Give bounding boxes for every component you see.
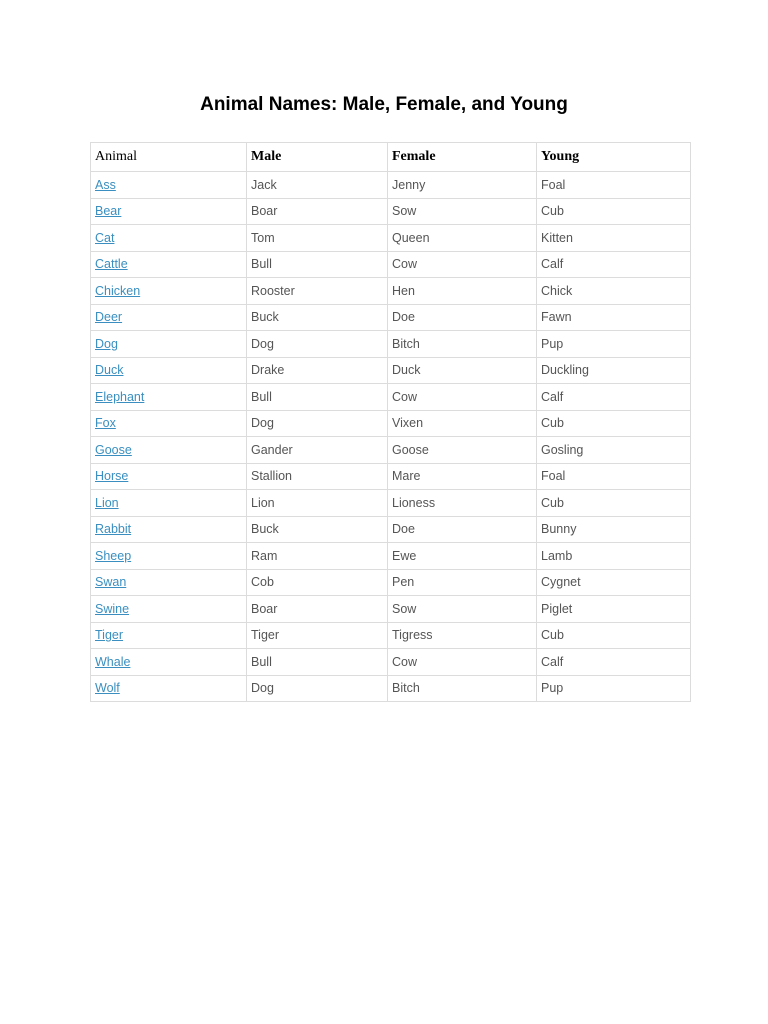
animal-link[interactable]: Rabbit xyxy=(95,522,132,537)
young-cell: Kitten xyxy=(537,225,691,252)
animal-link[interactable]: Cat xyxy=(95,230,115,245)
female-cell: Ewe xyxy=(388,543,537,570)
table-row xyxy=(91,357,691,384)
animal-cell xyxy=(91,463,247,490)
male-cell: Boar xyxy=(247,596,388,623)
table-row xyxy=(91,622,691,649)
animal-cell xyxy=(91,331,247,358)
female-cell: Vixen xyxy=(388,410,537,437)
female-cell: Sow xyxy=(388,198,537,225)
animal-cell xyxy=(91,384,247,411)
female-cell: Lioness xyxy=(388,490,537,517)
male-cell: Ram xyxy=(247,543,388,570)
young-cell: Piglet xyxy=(537,596,691,623)
animal-cell xyxy=(91,278,247,305)
animal-cell xyxy=(91,543,247,570)
female-cell: Goose xyxy=(388,437,537,464)
female-cell: Sow xyxy=(388,596,537,623)
female-cell: Hen xyxy=(388,278,537,305)
animal-link[interactable]: Deer xyxy=(95,310,123,325)
animal-cell xyxy=(91,410,247,437)
animal-cell xyxy=(91,516,247,543)
table-row xyxy=(91,569,691,596)
young-cell: Cygnet xyxy=(537,569,691,596)
female-cell: Tigress xyxy=(388,622,537,649)
female-cell: Bitch xyxy=(388,675,537,702)
animal-link[interactable]: Duck xyxy=(95,363,124,378)
animal-link[interactable]: Swine xyxy=(95,601,130,616)
animal-cell xyxy=(91,304,247,331)
young-cell: Foal xyxy=(537,172,691,199)
female-cell: Pen xyxy=(388,569,537,596)
animal-link[interactable]: Swan xyxy=(95,575,127,590)
young-cell: Foal xyxy=(537,463,691,490)
animal-link[interactable]: Cattle xyxy=(95,257,128,272)
table-row xyxy=(91,437,691,464)
animal-cell xyxy=(91,596,247,623)
female-cell: Doe xyxy=(388,516,537,543)
male-cell: Buck xyxy=(247,304,388,331)
male-cell: Jack xyxy=(247,172,388,199)
animal-cell xyxy=(91,225,247,252)
young-cell: Fawn xyxy=(537,304,691,331)
young-cell: Cub xyxy=(537,622,691,649)
table-row xyxy=(91,675,691,702)
animal-cell xyxy=(91,357,247,384)
young-cell: Calf xyxy=(537,384,691,411)
animal-cell xyxy=(91,675,247,702)
animal-link[interactable]: Whale xyxy=(95,654,131,669)
young-cell: Calf xyxy=(537,251,691,278)
male-cell: Dog xyxy=(247,410,388,437)
male-cell: Dog xyxy=(247,675,388,702)
male-cell: Boar xyxy=(247,198,388,225)
column-header-female: Female xyxy=(388,143,537,172)
female-cell: Duck xyxy=(388,357,537,384)
animal-cell xyxy=(91,569,247,596)
young-cell: Cub xyxy=(537,490,691,517)
table-row xyxy=(91,198,691,225)
table-row xyxy=(91,516,691,543)
animal-link[interactable]: Lion xyxy=(95,495,119,510)
animal-link[interactable]: Fox xyxy=(95,416,116,431)
male-cell: Cob xyxy=(247,569,388,596)
female-cell: Queen xyxy=(388,225,537,252)
table-row xyxy=(91,596,691,623)
animal-link[interactable]: Sheep xyxy=(95,548,132,563)
female-cell: Cow xyxy=(388,649,537,676)
animal-cell xyxy=(91,437,247,464)
young-cell: Chick xyxy=(537,278,691,305)
male-cell: Dog xyxy=(247,331,388,358)
animal-cell xyxy=(91,649,247,676)
column-header-animal: Animal xyxy=(91,143,247,172)
young-cell: Gosling xyxy=(537,437,691,464)
male-cell: Bull xyxy=(247,384,388,411)
animal-cell xyxy=(91,172,247,199)
table-row xyxy=(91,251,691,278)
animal-names-table xyxy=(90,142,691,702)
table-row xyxy=(91,490,691,517)
male-cell: Bull xyxy=(247,649,388,676)
female-cell: Cow xyxy=(388,251,537,278)
female-cell: Jenny xyxy=(388,172,537,199)
animal-cell xyxy=(91,251,247,278)
table-header xyxy=(91,143,691,172)
column-header-male: Male xyxy=(247,143,388,172)
young-cell: Duckling xyxy=(537,357,691,384)
animal-link[interactable]: Tiger xyxy=(95,628,124,643)
table-row xyxy=(91,649,691,676)
young-cell: Cub xyxy=(537,410,691,437)
young-cell: Bunny xyxy=(537,516,691,543)
male-cell: Buck xyxy=(247,516,388,543)
male-cell: Tom xyxy=(247,225,388,252)
animal-cell xyxy=(91,198,247,225)
table-row xyxy=(91,225,691,252)
female-cell: Cow xyxy=(388,384,537,411)
young-cell: Pup xyxy=(537,675,691,702)
female-cell: Bitch xyxy=(388,331,537,358)
animal-link[interactable]: Chicken xyxy=(95,283,141,298)
male-cell: Tiger xyxy=(247,622,388,649)
animal-cell xyxy=(91,490,247,517)
young-cell: Cub xyxy=(537,198,691,225)
male-cell: Rooster xyxy=(247,278,388,305)
table-row xyxy=(91,384,691,411)
header-row xyxy=(91,143,691,172)
animal-cell xyxy=(91,622,247,649)
table-row xyxy=(91,410,691,437)
animal-link[interactable]: Bear xyxy=(95,204,122,219)
animal-link[interactable]: Horse xyxy=(95,469,129,484)
table-row xyxy=(91,304,691,331)
table-row xyxy=(91,463,691,490)
table-row xyxy=(91,543,691,570)
male-cell: Stallion xyxy=(247,463,388,490)
animal-link[interactable]: Dog xyxy=(95,336,118,351)
female-cell: Mare xyxy=(388,463,537,490)
male-cell: Gander xyxy=(247,437,388,464)
table-row xyxy=(91,172,691,199)
young-cell: Lamb xyxy=(537,543,691,570)
young-cell: Calf xyxy=(537,649,691,676)
male-cell: Bull xyxy=(247,251,388,278)
table-row xyxy=(91,278,691,305)
animal-link[interactable]: Goose xyxy=(95,442,132,457)
male-cell: Drake xyxy=(247,357,388,384)
table-row xyxy=(91,331,691,358)
animal-link[interactable]: Elephant xyxy=(95,389,145,404)
animal-link[interactable]: Wolf xyxy=(95,681,120,696)
female-cell: Doe xyxy=(388,304,537,331)
page-title: Animal Names: Male, Female, and Young xyxy=(200,94,568,115)
male-cell: Lion xyxy=(247,490,388,517)
table-body xyxy=(91,172,691,702)
animal-link[interactable]: Ass xyxy=(95,177,116,192)
column-header-young: Young xyxy=(537,143,691,172)
young-cell: Pup xyxy=(537,331,691,358)
